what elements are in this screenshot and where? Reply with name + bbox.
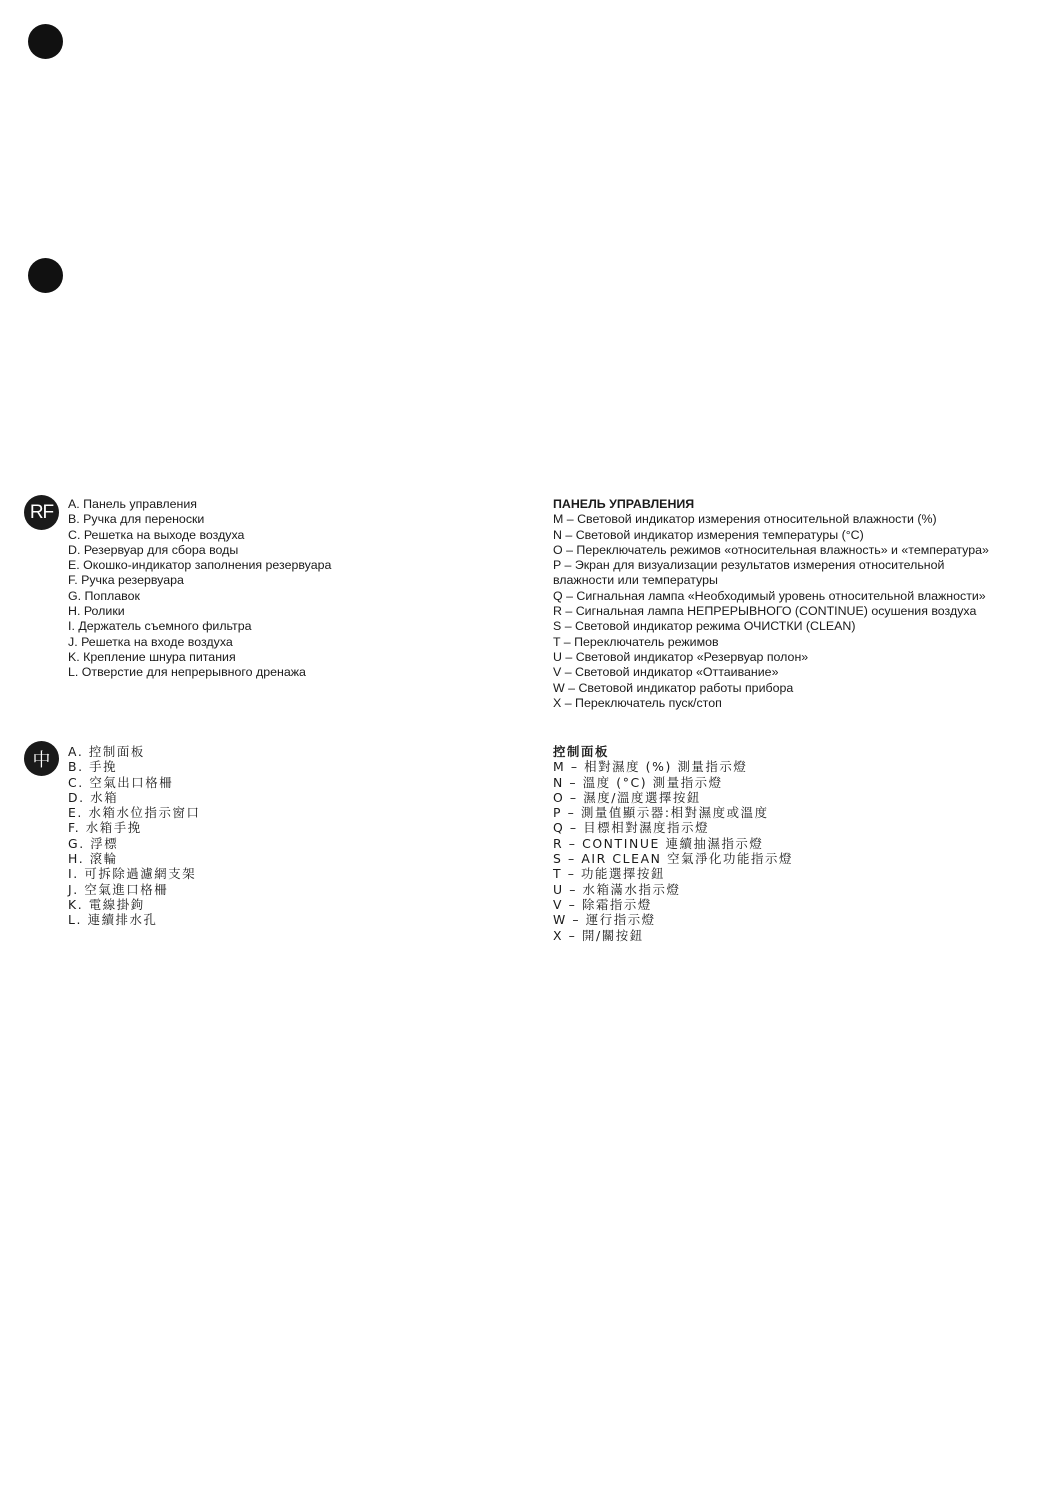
language-badge-zh: 中 — [24, 741, 59, 776]
list-item: O – 濕度/溫度選擇按鈕 — [553, 789, 701, 805]
list-item: N – 溫度 (°C) 測量指示燈 — [553, 774, 723, 790]
list-item: G. 浮標 — [68, 835, 119, 851]
list-item: R – CONTINUE 連續抽濕指示燈 — [553, 835, 764, 851]
list-item: I. Держатель съемного фильтра — [68, 619, 252, 634]
list-item: Q – 目標相對濕度指示燈 — [553, 820, 710, 836]
list-item: L. 連續排水孔 — [68, 912, 158, 928]
parts-list-zh — [68, 744, 200, 928]
list-item: I. 可拆除過濾網支架 — [68, 866, 197, 882]
list-item: N – Световой индикатор измерения температуры (°C) — [553, 527, 864, 542]
list-item: V – 除霜指示燈 — [553, 896, 652, 912]
control-panel-heading-ru: ПАНЕЛЬ УПРАВЛЕНИЯ — [553, 497, 695, 511]
list-item: F. 水箱手挽 — [68, 820, 142, 836]
list-item: S – AIR CLEAN 空氣淨化功能指示燈 — [553, 851, 793, 867]
list-item: T – 功能選擇按鈕 — [553, 866, 665, 882]
list-item: B. 手挽 — [68, 759, 118, 775]
list-item: R – Сигнальная лампа НЕПРЕРЫВНОГО (CONTINUE) осушения воздуха — [553, 604, 977, 619]
list-item: D. 水箱 — [68, 789, 119, 805]
list-item: A. Панель управления — [68, 497, 197, 511]
black-dot-marker-2 — [28, 258, 63, 293]
list-item: L. Отверстие для непрерывного дренажа — [68, 665, 306, 680]
control-panel-list-zh — [553, 744, 793, 943]
list-item: влажности или температуры — [553, 573, 718, 588]
list-item: U – 水箱滿水指示燈 — [553, 881, 681, 897]
list-item: P – 測量值顯示器:相對濕度或溫度 — [553, 805, 769, 821]
black-dot-marker-1 — [28, 24, 63, 59]
list-item: W – 運行指示燈 — [553, 912, 656, 928]
control-panel-heading-zh: 控制面板 — [553, 744, 609, 759]
language-badge-ru: RF — [24, 495, 59, 530]
list-item: K. 電線掛鉤 — [68, 896, 145, 912]
list-item: G. Поплавок — [68, 588, 140, 603]
list-item: E. Окошко-индикатор заполнения резервуара — [68, 558, 332, 573]
list-item: T – Переключатель режимов — [553, 634, 719, 649]
list-item: F. Ручка резервуара — [68, 573, 184, 588]
list-item: J. 空氣進口格柵 — [68, 881, 169, 897]
list-item: U – Световой индикатор «Резервуар полон» — [553, 649, 809, 664]
list-item: A. 控制面板 — [68, 744, 145, 759]
list-item: M – 相對濕度 (%) 測量指示燈 — [553, 759, 748, 775]
list-item: X – 開/關按鈕 — [553, 927, 644, 943]
list-item: C. Решетка на выходе воздуха — [68, 527, 245, 542]
list-item: M – Световой индикатор измерения относительной влажности (%) — [553, 512, 937, 527]
list-item: E. 水箱水位指示窗口 — [68, 805, 201, 821]
list-item: X – Переключатель пуск/стоп — [553, 695, 722, 710]
list-item: J. Решетка на входе воздуха — [68, 634, 233, 649]
list-item: H. 滾輪 — [68, 851, 118, 867]
list-item: O – Переключатель режимов «относительная влажность» и «температура» — [553, 542, 989, 557]
list-item: S – Световой индикатор режима ОЧИСТКИ (CLEAN) — [553, 619, 856, 634]
parts-list-ru — [68, 497, 331, 681]
list-item: P – Экран для визуализации результатов измерения относительной — [553, 558, 945, 573]
list-item: K. Крепление шнура питания — [68, 649, 236, 664]
list-item: B. Ручка для переноски — [68, 512, 205, 527]
list-item: C. 空氣出口格柵 — [68, 774, 174, 790]
list-item: H. Ролики — [68, 604, 125, 619]
list-item: V – Световой индикатор «Оттаивание» — [553, 665, 779, 680]
list-item: W – Световой индикатор работы прибора — [553, 680, 794, 695]
control-panel-list-ru — [553, 497, 989, 711]
list-item: D. Резервуар для сбора воды — [68, 542, 239, 557]
list-item: Q – Сигнальная лампа «Необходимый уровень относительной влажности» — [553, 588, 986, 603]
